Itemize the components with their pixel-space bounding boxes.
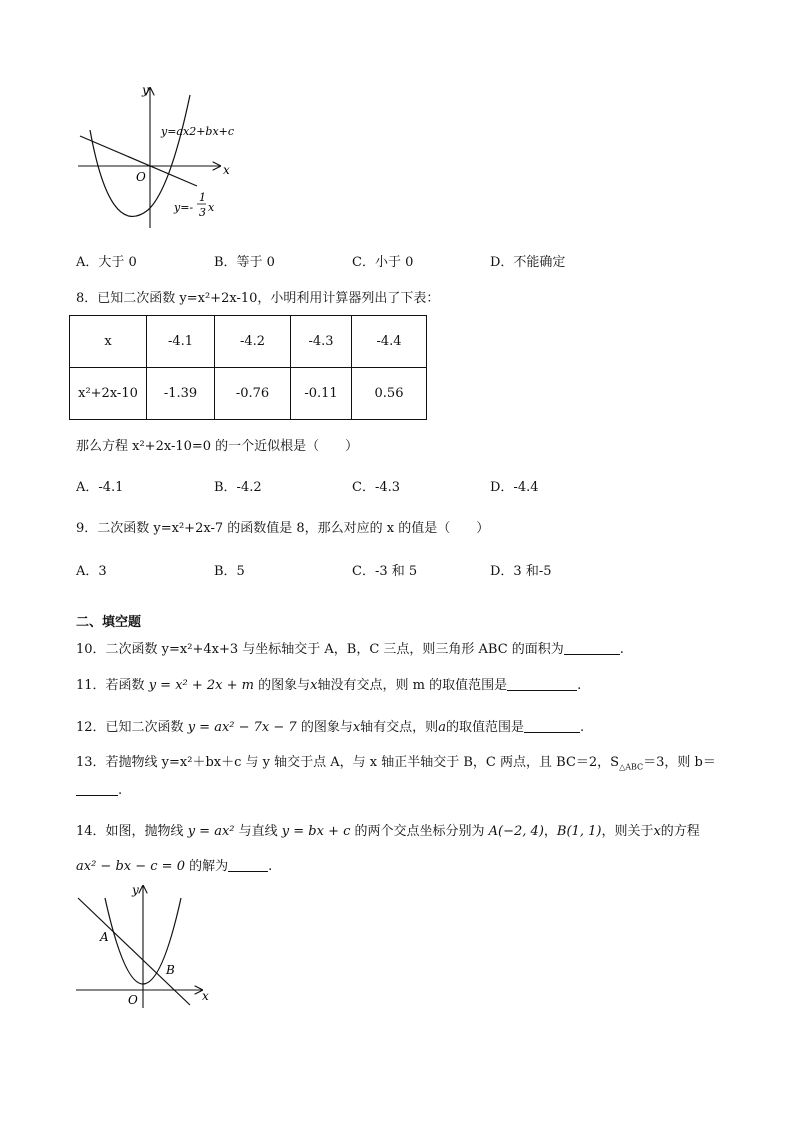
q14-var: x xyxy=(653,824,661,839)
q14-point-b: B(1, 1) xyxy=(556,824,602,839)
q14-suffix: ，则关于 xyxy=(601,824,654,839)
q14-mid2: 的两个交点坐标分别为 xyxy=(354,824,485,839)
q12-end: . xyxy=(579,720,585,735)
q7-option-d[interactable]: D．不能确定 xyxy=(490,255,566,270)
q13-line-2 xyxy=(76,783,122,798)
q13-text-end: ＝3，则 b＝ xyxy=(643,755,716,770)
origin-label: O xyxy=(136,170,146,184)
straight-line xyxy=(78,898,190,1005)
q14-point-a: A(−2, 4) xyxy=(488,824,544,839)
q12-var2: a xyxy=(438,720,446,735)
section-title: 二、填空题 xyxy=(76,615,142,630)
q8-option-b[interactable]: B．-4.2 xyxy=(214,480,262,495)
q8-value-table xyxy=(69,315,427,420)
q12-line xyxy=(76,716,584,735)
q12-suffix: 的取值范围是 xyxy=(445,720,524,735)
q8-option-c[interactable]: C．-4.3 xyxy=(352,480,401,495)
parabola-curve xyxy=(90,95,190,216)
q11-line xyxy=(76,674,581,693)
q14-tail: 的解为 xyxy=(189,859,229,874)
q8-option-d[interactable]: D．-4.4 xyxy=(490,480,539,495)
y-axis-label: y xyxy=(142,83,149,97)
figure-parabola-line xyxy=(70,80,250,230)
q7-option-c[interactable]: C．小于 0 xyxy=(352,255,414,270)
origin-label: O xyxy=(128,993,138,1007)
q11-expression: y = x² + 2x + m xyxy=(148,678,254,693)
q14-prefix: 14．如图，抛物线 xyxy=(76,824,184,839)
figure-parabola-intersections xyxy=(70,880,220,1010)
table-cell: -0.76 xyxy=(215,368,291,420)
q12-prefix: 12．已知二次函数 xyxy=(76,720,184,735)
q13-end: . xyxy=(118,783,123,798)
q9-option-a[interactable]: A．3 xyxy=(76,564,107,579)
q12-expression: y = ax² − 7x − 7 xyxy=(187,720,297,735)
x-axis-label: x xyxy=(223,163,230,177)
q7-option-b[interactable]: B．等于 0 xyxy=(214,255,275,270)
q7-option-a[interactable]: A．大于 0 xyxy=(76,255,137,270)
answer-blank[interactable] xyxy=(524,720,580,733)
q11-suffix: 轴没有交点，则 m 的取值范围是 xyxy=(317,678,508,693)
table-cell: -4.3 xyxy=(291,316,352,368)
x-axis-label: x xyxy=(202,989,209,1003)
q14-line-2 xyxy=(76,855,272,874)
q11-var: x xyxy=(310,678,318,693)
table-cell: x xyxy=(70,316,147,368)
q11-prefix: 11．若函数 xyxy=(76,678,145,693)
table-row xyxy=(70,368,427,420)
q11-mid: 的图象与 xyxy=(258,678,311,693)
table-cell: -4.4 xyxy=(352,316,427,368)
q9-option-d[interactable]: D．3 和-5 xyxy=(490,564,552,579)
q10-text: 10．二次函数 y=x²+4x+3 与坐标轴交于 A，B，C 三点，则三角形 ABC 的面积为 xyxy=(76,642,564,657)
q14-suffix2: 的方程 xyxy=(660,824,700,839)
table-cell: -4.2 xyxy=(215,316,291,368)
point-b-label: B xyxy=(166,963,175,977)
q13-text: 13．若抛物线 y=x²＋bx＋c 与 y 轴交于点 A，与 x 轴正半轴交于 B，C 两点，且 BC＝2，S xyxy=(76,755,620,770)
q14-line xyxy=(76,820,700,839)
line-label-prefix: y=- xyxy=(174,201,194,214)
q13-subscript: △ABC xyxy=(619,762,644,772)
y-axis-label: y xyxy=(132,883,139,897)
q8-stem: 8．已知二次函数 y=x²+2x-10，小明利用计算器列出了下表： xyxy=(76,291,440,306)
q14-equation: ax² − bx − c = 0 xyxy=(76,859,185,874)
table-row xyxy=(70,316,427,368)
q10-end: . xyxy=(619,642,624,657)
q11-end: . xyxy=(577,678,582,693)
table-cell: -1.39 xyxy=(147,368,215,420)
q14-mid: 与直线 xyxy=(238,824,278,839)
q9-option-b[interactable]: B．5 xyxy=(214,564,245,579)
q8-option-a[interactable]: A．-4.1 xyxy=(76,480,124,495)
q14-sep: ， xyxy=(543,824,557,839)
q8-question: 那么方程 x²+2x-10=0 的一个近似根是（ ） xyxy=(76,439,359,454)
q13-line xyxy=(76,751,716,772)
q12-mid: 的图象与 xyxy=(300,720,353,735)
table-cell: x²+2x-10 xyxy=(70,368,147,420)
line-label-var: x xyxy=(208,201,215,214)
answer-blank[interactable] xyxy=(76,783,118,796)
q10-line xyxy=(76,638,624,657)
line-label-denominator: 3 xyxy=(199,206,206,219)
point-a-label: A xyxy=(100,930,109,944)
answer-blank[interactable] xyxy=(564,642,620,655)
table-cell: 0.56 xyxy=(352,368,427,420)
q12-mid2: 轴有交点，则 xyxy=(360,720,439,735)
parabola-label: y=ax2+bx+c xyxy=(161,125,235,138)
q9-option-c[interactable]: C．-3 和 5 xyxy=(352,564,418,579)
q9-stem: 9．二次函数 y=x²+2x-7 的函数值是 8，那么对应的 x 的值是（ ） xyxy=(76,521,490,536)
answer-blank[interactable] xyxy=(507,678,577,691)
q14-expr2: y = bx + c xyxy=(281,824,351,839)
line-label-numerator: 1 xyxy=(199,191,206,204)
q12-var: x xyxy=(352,720,361,735)
q14-end: . xyxy=(268,859,273,874)
answer-blank[interactable] xyxy=(228,859,268,872)
table-cell: -4.1 xyxy=(147,316,215,368)
q14-expr1: y = ax² xyxy=(187,824,235,839)
table-cell: -0.11 xyxy=(291,368,352,420)
